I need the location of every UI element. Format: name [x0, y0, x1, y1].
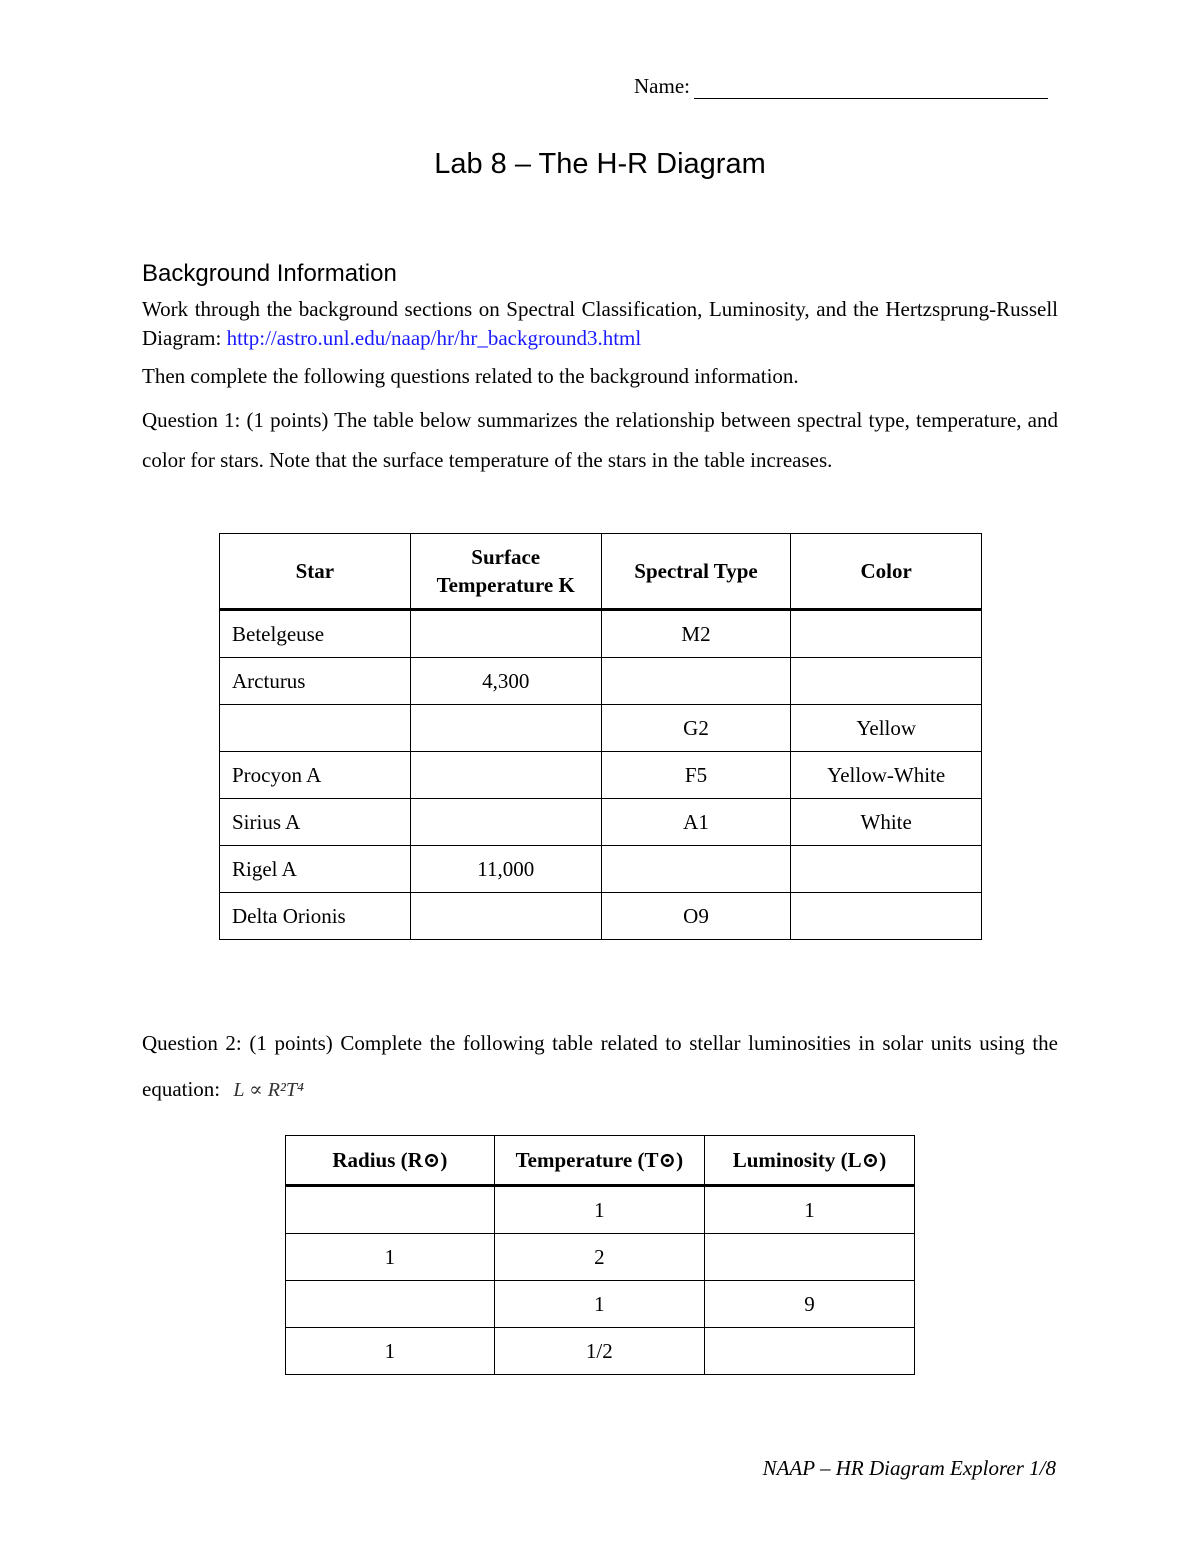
col-header-color: Color: [791, 534, 982, 610]
cell-spectral-type: G2: [601, 705, 791, 752]
cell-star: Arcturus: [220, 658, 411, 705]
cell-star: Betelgeuse: [220, 610, 411, 658]
name-field: [634, 74, 1048, 99]
table-row: [220, 752, 982, 799]
luminosity-table: [285, 1135, 915, 1375]
col-header-star: Star: [220, 534, 411, 610]
cell-temperature[interactable]: [410, 610, 601, 658]
cell-star: Procyon A: [220, 752, 411, 799]
question2-text: [142, 1020, 1058, 1113]
cell-radius[interactable]: [286, 1186, 495, 1234]
background-then-text: Then complete the following questions related to the background information.: [142, 364, 799, 388]
name-blank-line[interactable]: [694, 76, 1048, 99]
cell-temperature: 1: [494, 1186, 704, 1234]
cell-color: White: [791, 799, 982, 846]
table-row: [286, 1328, 915, 1375]
cell-luminosity[interactable]: [704, 1234, 914, 1281]
table-header-row: [220, 534, 982, 610]
cell-star[interactable]: [220, 705, 411, 752]
table-row: [220, 799, 982, 846]
cell-temperature: 1: [494, 1281, 704, 1328]
question1-text: Question 1: (1 points) The table below summarizes the relationship between spectral type, temperature, and color for stars. Note that the surface temperature of the stars in the table increases.: [142, 408, 1058, 472]
col-header-surface-temperature: [410, 534, 601, 610]
cell-luminosity[interactable]: [704, 1328, 914, 1375]
table-row: [220, 610, 982, 658]
background-intro-text: Work through the background sections on Spectral Classification, Luminosity, and the Hertzsprung-Russell Diagram:: [142, 297, 1058, 350]
cell-star: Rigel A: [220, 846, 411, 893]
col-header-temperature: Temperature (T⊙): [494, 1136, 704, 1186]
cell-star: Delta Orionis: [220, 893, 411, 940]
cell-color[interactable]: [791, 658, 982, 705]
cell-temperature: 1/2: [494, 1328, 704, 1375]
cell-spectral-type: M2: [601, 610, 791, 658]
cell-temperature: 2: [494, 1234, 704, 1281]
cell-color: Yellow-White: [791, 752, 982, 799]
cell-radius: 1: [286, 1234, 495, 1281]
col-header-spectral-type: Spectral Type: [601, 534, 791, 610]
cell-temperature[interactable]: [410, 799, 601, 846]
table-row: [220, 658, 982, 705]
cell-spectral-type: A1: [601, 799, 791, 846]
cell-spectral-type: O9: [601, 893, 791, 940]
cell-radius: 1: [286, 1328, 495, 1375]
cell-temperature: 11,000: [410, 846, 601, 893]
cell-temperature: 4,300: [410, 658, 601, 705]
cell-temperature[interactable]: [410, 705, 601, 752]
spectral-type-table: [219, 533, 982, 940]
cell-spectral-type[interactable]: [601, 846, 791, 893]
page-footer: NAAP – HR Diagram Explorer 1/8: [762, 1456, 1056, 1480]
col-header-luminosity: Luminosity (L⊙): [704, 1136, 914, 1186]
background-intro: [142, 295, 1058, 353]
cell-color[interactable]: [791, 846, 982, 893]
table-row: [220, 846, 982, 893]
table-row: [286, 1186, 915, 1234]
cell-luminosity: 9: [704, 1281, 914, 1328]
cell-color: Yellow: [791, 705, 982, 752]
col-header-radius: Radius (R⊙): [286, 1136, 495, 1186]
cell-luminosity: 1: [704, 1186, 914, 1234]
section-heading-background: Background Information: [142, 260, 397, 287]
cell-temperature[interactable]: [410, 893, 601, 940]
cell-star: Sirius A: [220, 799, 411, 846]
col-header-surface-temperature-label: Surface Temperature K: [436, 545, 575, 597]
background-link[interactable]: http://astro.unl.edu/naap/hr/hr_background3.html: [226, 326, 642, 350]
cell-spectral-type[interactable]: [601, 658, 791, 705]
cell-spectral-type: F5: [601, 752, 791, 799]
table-row: [286, 1281, 915, 1328]
table-row: [220, 705, 982, 752]
table-row: [286, 1234, 915, 1281]
table-row: [220, 893, 982, 940]
cell-color[interactable]: [791, 610, 982, 658]
cell-radius[interactable]: [286, 1281, 495, 1328]
name-label: Name:: [634, 74, 690, 98]
cell-temperature[interactable]: [410, 752, 601, 799]
table-header-row: [286, 1136, 915, 1186]
cell-color[interactable]: [791, 893, 982, 940]
page-title: Lab 8 – The H-R Diagram: [434, 148, 766, 180]
luminosity-formula: L ∝ R²T⁴: [233, 1079, 304, 1101]
question2-text-body: Question 2: (1 points) Complete the following table related to stellar luminosities in solar units using the equation:: [142, 1031, 1058, 1101]
